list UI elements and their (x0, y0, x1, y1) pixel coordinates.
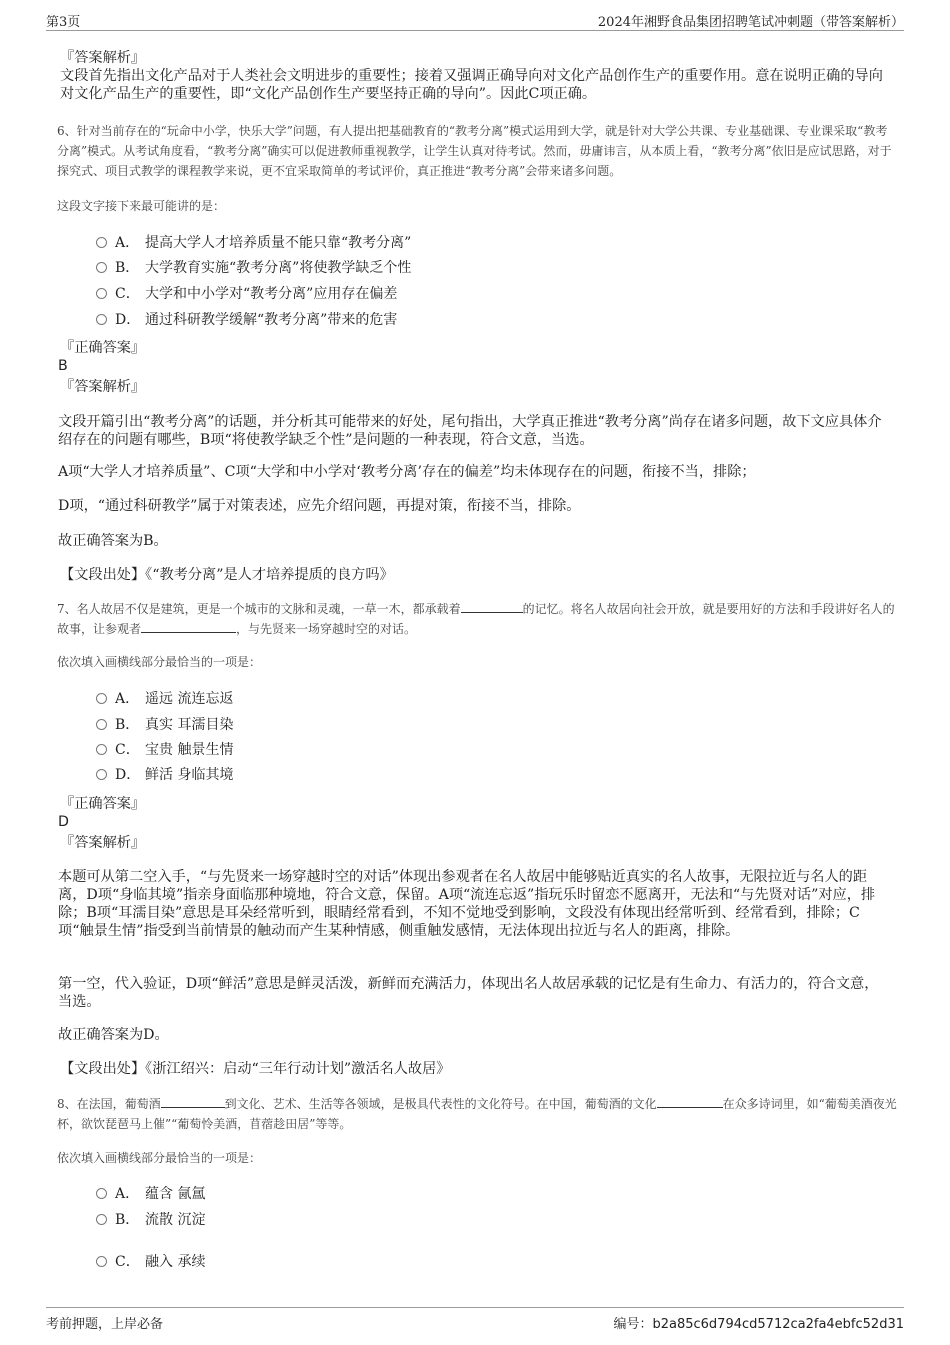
q5-analysis-text: 文段首先指出文化产品对于人类社会文明进步的重要性；接着又强调正确导向对文化产品创作生产的重要作用。意在说明正确的导向对文化产品生产的重要性，即“文化产品创作生产要坚持正确的导向”。因此C项正确。 (60, 68, 883, 102)
q6-analysis-p4: 故正确答案为B。 (58, 533, 168, 549)
fill-blank-1[interactable] (161, 1095, 225, 1108)
page-header (46, 8, 904, 31)
radio-icon[interactable] (96, 288, 107, 299)
q5-analysis-label: 『答案解析』 (60, 50, 146, 66)
radio-icon[interactable] (96, 693, 107, 704)
q8-option-b[interactable]: B． 流散 沉淀 (96, 1210, 205, 1230)
footer-slogan: 考前押题，上岸必备 (46, 1317, 164, 1332)
document-code: 编号：b2a85c6d794cd5712ca2fa4ebfc52d31 (613, 1317, 904, 1332)
q6-analysis-p2: A项“大学人才培养质量”、C项“大学和中小学对‘教考分离’存在的偏差”均未体现存在的问题，衔接不当，排除； (58, 464, 756, 480)
radio-icon[interactable] (96, 744, 107, 755)
q6-prompt: 这段文字接下来最可能讲的是： (57, 199, 226, 213)
radio-icon[interactable] (96, 314, 107, 325)
fill-blank-2[interactable] (657, 1095, 723, 1108)
q8-prompt: 依次填入画横线部分最恰当的一项是： (57, 1151, 262, 1165)
q7-option-d[interactable]: D． 鲜活 身临其境 (96, 765, 233, 785)
q8-option-a[interactable]: A． 蕴含 氤氲 (96, 1184, 205, 1204)
q7-source: 【文段出处】《浙江绍兴：启动“三年行动计划”激活名人故居》 (60, 1061, 451, 1077)
q6-option-b[interactable]: B． 大学教育实施“教考分离”将使教学缺乏个性 (96, 258, 411, 278)
radio-icon[interactable] (96, 262, 107, 273)
q6-analysis-p1: 文段开篇引出“教考分离”的话题，并分析其可能带来的好处，尾句指出，大学真正推进“教考分离”尚存在诸多问题，故下文应具体介绍存在的问题有哪些，B项“将使教学缺乏个性”是问题的一种表现，符合文意，当选。 (58, 414, 882, 448)
q7-option-c[interactable]: C． 宝贵 触景生情 (96, 740, 233, 760)
radio-icon[interactable] (96, 1188, 107, 1199)
q6-stem: 6、针对当前存在的“玩命中小学，快乐大学”问题，有人提出把基础教育的“教考分离”模式运用到大学，就是针对大学公共课、专业基础课、专业课采取“教考分离”模式。从考试角度看，“教考分离”确实可以促进教师重视教学，让学生认真对待考试。然而，毋庸讳言，从本质上看，“教考分离”依旧是应试思路，对于探究式、项目式教学的课程教学来说，更不宜采取简单的考试评价，真正推进“教考分离”会带来诸多问题。 (57, 124, 892, 178)
radio-icon[interactable] (96, 1256, 107, 1267)
q7-analysis-p1: 本题可从第二空入手，“与先贤来一场穿越时空的对话”体现出参观者在名人故居中能够贴近真实的名人故事，无限拉近与名人的距离，D项“身临其境”指亲身面临那种境地，符合文意，保留。A项“流连忘返”指玩乐时留恋不愿离开，无法和“与先贤对话”对应，排除；B项“耳濡目染”意思是耳朵经常听到，眼睛经常看到，不知不觉地受到影响，文段没有体现出经常听到、经常看到，排除；C项“触景生情”指受到当前情景的触动而产生某种情感，侧重触发感情，无法体现出拉近与名人的距离，排除。 (58, 869, 876, 939)
q6-option-c[interactable]: C． 大学和中小学对“教考分离”应用存在偏差 (96, 284, 397, 304)
q6-answer: B (58, 358, 68, 374)
q6-option-d[interactable]: D． 通过科研教学缓解“教考分离”带来的危害 (96, 310, 397, 330)
q7-option-a[interactable]: A． 遥远 流连忘返 (96, 689, 233, 709)
q8-stem: 8、在法国，葡萄酒 到文化、艺术、生活等各领域，是极具代表性的文化符号。在中国，葡萄酒的文化 在众多诗词里，如“葡萄美酒夜光杯，欲饮琵琶马上催”“葡萄怜美酒，苜蓿趁田居”等等。 (57, 1097, 897, 1131)
q7-analysis-p3: 故正确答案为D。 (58, 1027, 169, 1043)
q7-prompt: 依次填入画横线部分最恰当的一项是： (57, 655, 262, 669)
q6-analysis-p3: D项，“通过科研教学”属于对策表述，应先介绍问题，再提对策，衔接不当，排除。 (58, 498, 581, 514)
q6-option-a[interactable]: A． 提高大学人才培养质量不能只靠“教考分离” (96, 233, 411, 253)
q6-analysis-label: 『答案解析』 (60, 379, 146, 395)
q7-stem: 7、名人故居不仅是建筑，更是一个城市的文脉和灵魂，一草一木，都承载着 的记忆。将名人故居向社会开放，就是要用好的方法和手段讲好名人的故事，让参观者 ，与先贤来一场穿越时空的对话。 (57, 602, 895, 636)
q6-correct-label: 『正确答案』 (60, 340, 146, 356)
radio-icon[interactable] (96, 237, 107, 248)
q8-option-c[interactable]: C． 融入 承续 (96, 1252, 205, 1272)
fill-blank-2[interactable] (141, 620, 236, 633)
radio-icon[interactable] (96, 1214, 107, 1225)
q7-analysis-label: 『答案解析』 (60, 835, 146, 851)
q6-source: 【文段出处】《“教考分离”是人才培养提质的良方吗》 (60, 567, 394, 583)
fill-blank-1[interactable] (461, 600, 523, 613)
page-number: 第3页 (46, 15, 81, 30)
q7-answer: D (58, 814, 69, 830)
radio-icon[interactable] (96, 719, 107, 730)
q7-option-b[interactable]: B． 真实 耳濡目染 (96, 715, 233, 735)
document-title: 2024年湘野食品集团招聘笔试冲刺题（带答案解析） (597, 15, 904, 30)
radio-icon[interactable] (96, 769, 107, 780)
q7-correct-label: 『正确答案』 (60, 796, 146, 812)
page-footer (46, 1307, 904, 1330)
q7-analysis-p2: 第一空，代入验证，D项“鲜活”意思是鲜灵活泼，新鲜而充满活力，体现出名人故居承载的记忆是有生命力、有活力的，符合文意，当选。 (58, 976, 879, 1010)
